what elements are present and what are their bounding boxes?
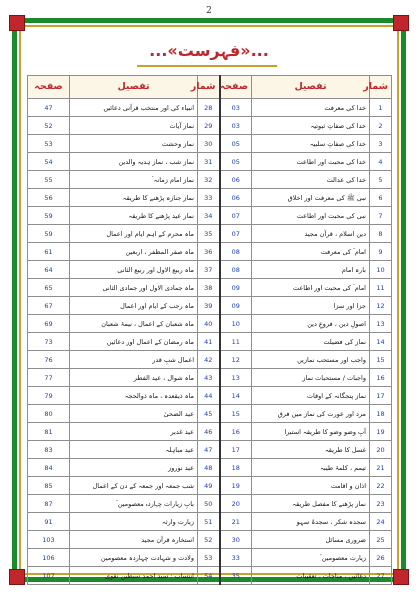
entry-number: 26 — [370, 549, 392, 567]
entry-number: 19 — [370, 423, 392, 441]
entry-title: نماز پڑھنے کا مفصل طریقہ — [252, 495, 370, 513]
entry-title: ماہ صفر المظفر ، اربعین — [70, 243, 198, 261]
entry-page: 19 — [220, 477, 252, 495]
entry-title: نماز وحشت — [70, 135, 198, 153]
entry-number: 47 — [198, 441, 220, 459]
entry-title: ولادت و شہادت چہاردہ معصومین — [70, 549, 198, 567]
entry-page: 56 — [28, 189, 70, 207]
entry-title: ماہ شعبان کے اعمال ، نیمۂ شعبان — [70, 315, 198, 333]
table-row — [28, 387, 392, 405]
entry-number: 6 — [370, 189, 392, 207]
entry-number: 4 — [370, 153, 392, 171]
entry-number: 1 — [370, 99, 392, 117]
entry-page: 107 — [28, 567, 70, 585]
entry-number: 34 — [198, 207, 220, 225]
entry-number: 14 — [370, 333, 392, 351]
entry-page: 09 — [220, 297, 252, 315]
entry-title: خدا کی صفاتِ سلبیہ — [252, 135, 370, 153]
table-row — [28, 351, 392, 369]
header-page-right: صفحہ — [220, 76, 252, 99]
entry-number: 16 — [370, 369, 392, 387]
entry-page: 77 — [28, 369, 70, 387]
entry-page: 81 — [28, 423, 70, 441]
entry-page: 106 — [28, 549, 70, 567]
header-number-right: شمار — [370, 76, 392, 99]
entry-title: نماز کی فضیلت — [252, 333, 370, 351]
entry-title: نبی ﷺ کی معرفت اور اخلاق — [252, 189, 370, 207]
toc-body — [28, 99, 392, 585]
entry-page: 55 — [28, 171, 70, 189]
entry-number: 15 — [370, 351, 392, 369]
entry-page: 47 — [28, 99, 70, 117]
table-row — [28, 189, 392, 207]
entry-number: 17 — [370, 387, 392, 405]
table-row — [28, 405, 392, 423]
entry-page: 05 — [220, 153, 252, 171]
header-number-left: شمار — [198, 76, 220, 99]
entry-title: ماہ محرم کے اہم ایام اور اعمال — [70, 225, 198, 243]
entry-title: خدا کی عدالت — [252, 171, 370, 189]
entry-number: 10 — [370, 261, 392, 279]
entry-page: 06 — [220, 189, 252, 207]
entry-title: ماہ ربیع الاول اور ربیع الثانی — [70, 261, 198, 279]
entry-page: 73 — [28, 333, 70, 351]
entry-page: 05 — [220, 135, 252, 153]
entry-page: 91 — [28, 513, 70, 531]
entry-title: خدا کی محبت اور اطاعت — [252, 153, 370, 171]
entry-number: 45 — [198, 405, 220, 423]
entry-page: 83 — [28, 441, 70, 459]
entry-title: استخارہ قرآن مجید — [70, 531, 198, 549]
entry-number: 48 — [198, 459, 220, 477]
header-page-left: صفحہ — [28, 76, 70, 99]
table-row — [28, 171, 392, 189]
entry-title: نبی کی محبت اور اطاعت — [252, 207, 370, 225]
entry-number: 25 — [370, 531, 392, 549]
header-title-right: تفصیل — [252, 76, 370, 99]
entry-title: امام ؑ کی معرفت — [252, 243, 370, 261]
entry-page: 03 — [220, 117, 252, 135]
entry-number: 53 — [198, 549, 220, 567]
entry-number: 33 — [198, 189, 220, 207]
entry-title: ماہ رجب کے ایام اور اعمال — [70, 297, 198, 315]
entry-page: 52 — [28, 117, 70, 135]
entry-title: نماز عید پڑھنے کا طریقہ — [70, 207, 198, 225]
entry-title: دین اسلام ، قرآن مجید — [252, 225, 370, 243]
corner-ornament — [393, 569, 409, 585]
entry-page: 06 — [220, 171, 252, 189]
entry-title: تیمم ، کلمۂ طیبہ — [252, 459, 370, 477]
corner-ornament — [9, 15, 25, 31]
entry-page: 64 — [28, 261, 70, 279]
entry-page: 12 — [220, 351, 252, 369]
entry-title: شب جمعہ اور جمعہ کے دن کے اعمال — [70, 477, 198, 495]
page-title: ...«فہرست»... — [149, 41, 269, 60]
entry-number: 22 — [370, 477, 392, 495]
entry-title: نماز شب ، نماز ہدیہ والدین — [70, 153, 198, 171]
entry-page: 59 — [28, 207, 70, 225]
entry-title: انتساب : سید احمد سبطین نقوی — [70, 567, 198, 585]
entry-title: سجدہ شکر ، سجدۂ سہو — [252, 513, 370, 531]
entry-number: 50 — [198, 495, 220, 513]
entry-number: 43 — [198, 369, 220, 387]
entry-title: واجب اور مستحب نمازیں — [252, 351, 370, 369]
table-row — [28, 333, 392, 351]
corner-ornament — [9, 569, 25, 585]
entry-number: 5 — [370, 171, 392, 189]
entry-page: 18 — [220, 459, 252, 477]
table-row — [28, 531, 392, 549]
entry-title: ضروری مسائل — [252, 531, 370, 549]
entry-title: عید نوروز — [70, 459, 198, 477]
entry-page: 65 — [28, 279, 70, 297]
table-row — [28, 225, 392, 243]
table-row — [28, 135, 392, 153]
page-frame — [12, 18, 406, 582]
entry-page: 03 — [220, 99, 252, 117]
entry-title: عید غدیر — [70, 423, 198, 441]
entry-number: 11 — [370, 279, 392, 297]
entry-page: 59 — [28, 225, 70, 243]
entry-number: 49 — [198, 477, 220, 495]
entry-number: 12 — [370, 297, 392, 315]
entry-title: خدا کی معرفت — [252, 99, 370, 117]
entry-title: ماہ شوال ، عید الفطر — [70, 369, 198, 387]
entry-title: نماز پنجگانہ کے اوقات — [252, 387, 370, 405]
corner-ornament — [393, 15, 409, 31]
entry-page: 17 — [220, 441, 252, 459]
entry-number: 20 — [370, 441, 392, 459]
entry-number: 31 — [198, 153, 220, 171]
header-title-left: تفصیل — [70, 76, 198, 99]
table-row — [28, 117, 392, 135]
table-row — [28, 207, 392, 225]
entry-title: نماز امام زمانہ ؑ — [70, 171, 198, 189]
entry-page: 10 — [220, 315, 252, 333]
table-row — [28, 441, 392, 459]
entry-number: 23 — [370, 495, 392, 513]
table-row — [28, 243, 392, 261]
entry-title: واجبات / مستحبات نماز — [252, 369, 370, 387]
entry-number: 3 — [370, 135, 392, 153]
entry-number: 32 — [198, 171, 220, 189]
entry-number: 52 — [198, 531, 220, 549]
entry-page: 16 — [220, 423, 252, 441]
entry-page: 85 — [28, 477, 70, 495]
entry-title: غسل کا طریقہ — [252, 441, 370, 459]
entry-page: 30 — [220, 531, 252, 549]
entry-number: 39 — [198, 297, 220, 315]
table-header-row — [28, 76, 392, 99]
entry-title: انبیاء کی اور منتخب قرآنی دعائیں — [70, 99, 198, 117]
entry-number: 2 — [370, 117, 392, 135]
title-underline — [137, 65, 277, 67]
entry-number: 7 — [370, 207, 392, 225]
entry-number: 40 — [198, 315, 220, 333]
table-row — [28, 297, 392, 315]
entry-number: 27 — [370, 567, 392, 585]
entry-page: 21 — [220, 513, 252, 531]
entry-page: 67 — [28, 297, 70, 315]
entry-title: ماہ ذیقعدہ ، ماہ ذوالحجہ — [70, 387, 198, 405]
entry-title: بارہ امام — [252, 261, 370, 279]
table-row — [28, 513, 392, 531]
table-row — [28, 477, 392, 495]
entry-page: 61 — [28, 243, 70, 261]
entry-title: نماز جنازہ پڑھنے کا طریقہ — [70, 189, 198, 207]
entry-title: آبِ وضو وضو کا طریقہ استبرا — [252, 423, 370, 441]
entry-page: 11 — [220, 333, 252, 351]
entry-title: امام ؑ کی محبت اور اطاعت — [252, 279, 370, 297]
entry-title: دعائیں ، مناجات ، تعقیبات — [252, 567, 370, 585]
entry-title: اعمال شبِ قدر — [70, 351, 198, 369]
entry-page: 13 — [220, 369, 252, 387]
entry-number: 51 — [198, 513, 220, 531]
entry-number: 38 — [198, 279, 220, 297]
entry-number: 29 — [198, 117, 220, 135]
entry-title: زیارت معصومین ؑ — [252, 549, 370, 567]
entry-number: 9 — [370, 243, 392, 261]
entry-number: 8 — [370, 225, 392, 243]
entry-page: 76 — [28, 351, 70, 369]
entry-title: مرد اور عورت کی نماز میں فرق — [252, 405, 370, 423]
entry-page: 14 — [220, 387, 252, 405]
entry-title: زیارت وارثہ — [70, 513, 198, 531]
entry-number: 21 — [370, 459, 392, 477]
entry-page: 07 — [220, 207, 252, 225]
entry-number: 46 — [198, 423, 220, 441]
entry-page: 79 — [28, 387, 70, 405]
entry-page: 103 — [28, 531, 70, 549]
table-row — [28, 369, 392, 387]
entry-page: 08 — [220, 261, 252, 279]
entry-page: 33 — [220, 549, 252, 567]
entry-page: 20 — [220, 495, 252, 513]
entry-page: 07 — [220, 225, 252, 243]
entry-title: اذان و اقامت — [252, 477, 370, 495]
entry-page: 35 — [220, 567, 252, 585]
table-row — [28, 495, 392, 513]
entry-title: جزا اور سزا — [252, 297, 370, 315]
table-row — [28, 279, 392, 297]
entry-page: 08 — [220, 243, 252, 261]
table-row — [28, 459, 392, 477]
entry-page: 53 — [28, 135, 70, 153]
entry-page: 69 — [28, 315, 70, 333]
entry-page: 15 — [220, 405, 252, 423]
entry-number: 28 — [198, 99, 220, 117]
entry-number: 24 — [370, 513, 392, 531]
entry-number: 44 — [198, 387, 220, 405]
entry-number: 13 — [370, 315, 392, 333]
entry-title: ماہ رمضان کے اعمال اور دعائیں — [70, 333, 198, 351]
entry-page: 87 — [28, 495, 70, 513]
entry-page: 09 — [220, 279, 252, 297]
entry-page: 80 — [28, 405, 70, 423]
entry-title: بابِ زیارات چہاردہ معصومین ؑ — [70, 495, 198, 513]
entry-title: خدا کی صفاتِ ثبوتیہ — [252, 117, 370, 135]
entry-title: ماہ جمادی الاول اور جمادی الثانی — [70, 279, 198, 297]
entry-number: 54 — [198, 567, 220, 585]
entry-number: 35 — [198, 225, 220, 243]
entry-number: 41 — [198, 333, 220, 351]
entry-number: 36 — [198, 243, 220, 261]
entry-title: اصولِ دین ، فروعِ دین — [252, 315, 370, 333]
entry-number: 37 — [198, 261, 220, 279]
table-of-contents — [27, 75, 392, 585]
entry-page: 84 — [28, 459, 70, 477]
entry-title: عید الضحیٰ — [70, 405, 198, 423]
table-row — [28, 153, 392, 171]
table-row — [28, 549, 392, 567]
table-row — [28, 99, 392, 117]
page-number: 2 — [206, 6, 212, 16]
table-row — [28, 315, 392, 333]
entry-number: 18 — [370, 405, 392, 423]
table-row — [28, 423, 392, 441]
entry-title: عید مباہلہ — [70, 441, 198, 459]
entry-number: 30 — [198, 135, 220, 153]
entry-title: نماز آیات — [70, 117, 198, 135]
entry-page: 54 — [28, 153, 70, 171]
table-row — [28, 261, 392, 279]
table-row — [28, 567, 392, 585]
entry-number: 42 — [198, 351, 220, 369]
